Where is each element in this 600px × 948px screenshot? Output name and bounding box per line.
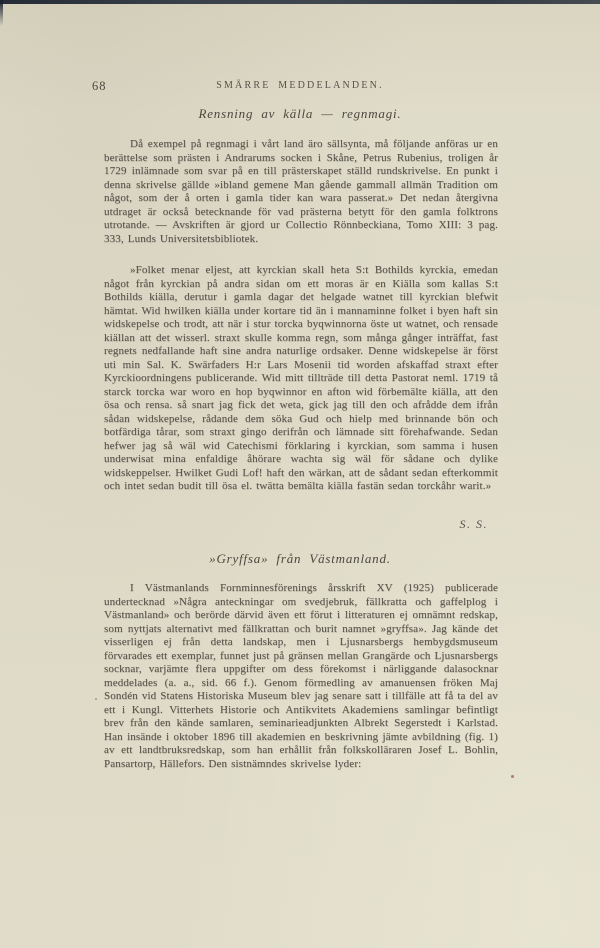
author-signature: S. S. — [459, 517, 488, 531]
scan-edge-top — [0, 0, 600, 4]
article-1-quote-paragraph: »Folket menar eljest, att kyrckian skall heta S:t Bothilds kyrckia, emedan något från kyrckian på andra sidan om ett moras är en Kiälla som kallas S:t Bothilds kiälla, derutur i gamla dagar det helgade watnet till kyrckian blefwit hämtat. Wid hwilken kiälla under kortare tid än i mannaminne folket i byen haft sin widskepelse och trodt, att när i stur torcka byqwinnorna öste ut watnet, och rensade kiällan att det wisserl. straxt skulle komma regn, som många gånger inträffat, fast regnets nedfallande haft sine andra naturlige ordsaker. Denne widskepelse är först uti min Sal. K. Swärfaders H:r Lars Mosenii tid worden afskaffad straxt efter Kyrckioordningens publicerande. Wid mitt tillträde till detta Pastorat neml. 1719 tå starck torcka war woro en hop byqwinnor en afton wid förbemälte kiälla, att den ösa och rensa. så snart jag fick det weta, gick jag till den och afrådde dem ifrån sådan widskepelse, rådande dem söka Gud och hielp med brinnande bön och botfärdiga tårar, som straxt gingo derifrån och lämnade sitt förehafwande. Sedan hefwer jag så wäl wid Catechismi förklaring i kyrckian, som samma i husen underwisat mina enfaldige åhörare wachta sig wäl för sådane och dylike widskeppelser. Hwilket Gudi Lof! haft den wärkan, att de sådant sedan efterkommit och intet sedan budit till ösa el. twätta bemälta kiälla fastän sedan torckåhr warit.» — [104, 264, 498, 492]
article-1-intro-paragraph: Då exempel på regnmagi i vårt land äro sällsynta, må följande anföras ur en berättelse som prästen i Andrarums socken i Skåne, Petrus Rubenius, troligen år 1729 inlämnade som svar på en till prästerskapet ställd rundskrivelse. En punkt i denna skrivelse gällde »ibland gemene Man gående gammall allmän Tradition om något, som der å orten i gamla tider kan wara passerat.» Det nedan återgivna utdraget är också betecknande för vad prästerna betytt för den gamla folktrons utrotande. — Avskriften är gjord ur Collectio Rönnbeckiana, Tomo XIII: 3 pag. 333, Lunds Universitetsbibliotek. — [104, 138, 498, 245]
page-number: 68 — [92, 79, 107, 93]
ink-speck — [95, 698, 97, 700]
running-head — [0, 79, 600, 93]
article-2-paragraph: I Västmanlands Fornminnesförenings årsskrift XV (1925) publicerade undertecknad »Några anteckningar om svedjebruk, fällkratta och gaffelplog i Västmanland» och berörde därvid även ett förut i litteraturen ej omnämnt redskap, som nyttjats alternativt med fällkrattan och burit namnet »gryffsa». Jag kände det visserligen ej från detta landskap, men i Ljusnarsbergs hembygdsmuseum förvarades ett exemplar, funnet just på gränsen mellan Grangärde och Ljusnarsbergs socknar, varjämte flera uppgifter om dess förekomst i närliggande dalasocknar meddelades (a. a., sid. 66 f.). Genom förmedling av amanuensen fröken Maj Sondén vid Statens Historiska Museum blev jag senare satt i tillfälle att få ta del av ett i Kungl. Vitterhets Historie och Antikvitets Akademiens samlingar befintligt brev från den kände samlaren, seminarieadjunkten Albrekt Segerstedt i Karlstad. Han insände i oktober 1896 till akademien en beskrivning jämte avbildning (fig. 1) av ett landtbruksredskap, som han erhållit från folkskolläraren Josef L. Bohlin, Pansartorp, Hällefors. Den sistnämndes skrivelse lyder: — [104, 582, 498, 770]
ink-speck — [511, 775, 514, 778]
scan-edge-left — [0, 0, 3, 26]
article-title-gryffsa: »Gryffsa» från Västmanland. — [209, 551, 391, 566]
running-header: SMÄRRE MEDDELANDEN. — [216, 80, 384, 91]
article-title-rensning: Rensning av källa — regnmagi. — [198, 106, 402, 121]
